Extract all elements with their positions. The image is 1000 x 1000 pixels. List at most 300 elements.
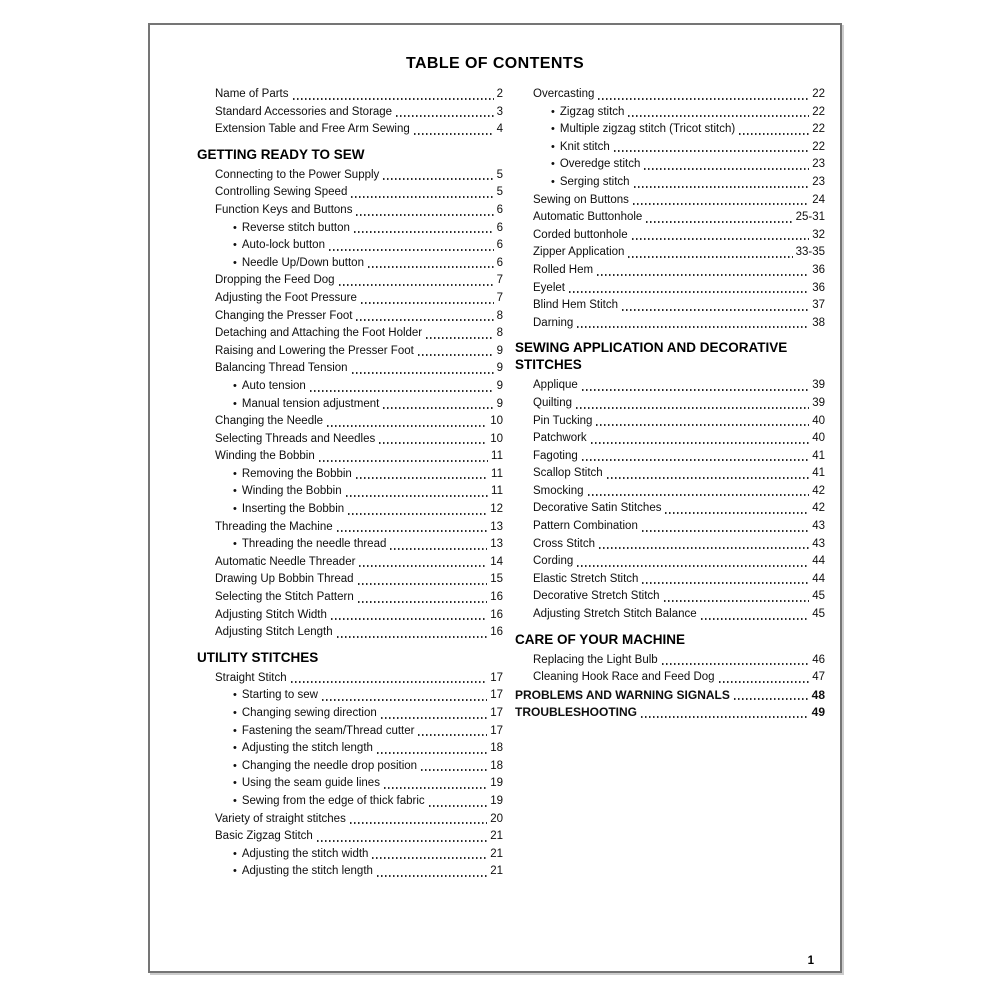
toc-entry-label: Detaching and Attaching the Foot Holder — [215, 327, 423, 340]
dot-leader — [361, 302, 494, 304]
toc-entry-page-number: 23 — [812, 175, 825, 188]
toc-entry-page-number: 23 — [812, 158, 825, 171]
dot-leader — [599, 547, 809, 549]
dot-leader — [379, 442, 487, 444]
toc-entry-page-number: 42 — [812, 484, 825, 497]
dot-leader — [346, 495, 488, 497]
toc-entry-page-number: 49 — [811, 705, 825, 720]
toc-entry — [515, 413, 825, 431]
toc-entry-label: Quilting — [533, 396, 572, 409]
toc-entry-page-number: 40 — [812, 432, 825, 445]
toc-entry-page-number: 6 — [496, 203, 503, 216]
toc-entry — [197, 360, 503, 378]
toc-section-heading: SEWING APPLICATION AND DECORATIVE STITCHES — [515, 340, 788, 373]
toc-entry-label: • Changing sewing direction — [233, 707, 377, 719]
toc-entry — [197, 607, 503, 625]
bullet-icon: • — [233, 256, 237, 269]
toc-entry — [197, 343, 503, 361]
toc-entry-label: Balancing Thread Tension — [215, 362, 348, 375]
dot-leader — [591, 442, 810, 444]
dot-leader — [359, 565, 487, 567]
toc-entry-label: • Threading the needle thread — [233, 538, 387, 551]
bullet-icon: • — [233, 777, 237, 790]
dot-leader — [734, 698, 809, 700]
dot-leader — [377, 752, 487, 754]
toc-entry-page-number: 17 — [490, 671, 503, 684]
toc-entry-page-number: 21 — [490, 847, 503, 860]
bullet-icon: • — [551, 105, 555, 118]
dot-leader — [337, 530, 488, 532]
toc-entry-label: • Inserting the Bobbin — [233, 503, 345, 516]
toc-entry — [515, 156, 825, 174]
toc-entry-label: Winding the Bobbin — [215, 450, 315, 463]
toc-entry-label: Eyelet — [533, 281, 565, 294]
toc-entry — [515, 704, 825, 722]
toc-entry — [515, 571, 825, 589]
toc-entry — [197, 290, 503, 308]
bullet-icon: • — [233, 689, 237, 702]
toc-entry-label: • Auto-lock button — [233, 239, 325, 252]
toc-entry-page-number: 33-35 — [795, 246, 825, 259]
toc-entry-label: Decorative Stretch Stitch — [533, 590, 660, 603]
toc-entry-label: • Auto tension — [233, 379, 306, 392]
bullet-icon: • — [551, 140, 555, 153]
toc-entry-page-number: 42 — [812, 502, 825, 515]
toc-entry-label: Rolled Hem — [533, 263, 594, 276]
footer-page-number: 1 — [807, 955, 814, 967]
bullet-icon: • — [233, 538, 237, 551]
toc-entry-page-number: 19 — [490, 777, 503, 790]
toc-entry-label: PROBLEMS AND WARNING SIGNALS — [515, 687, 730, 702]
dot-leader — [421, 769, 487, 771]
toc-entry-label: Extension Table and Free Arm Sewing — [215, 123, 410, 136]
dot-leader — [633, 203, 809, 205]
toc-entry-label: Cross Stitch — [533, 537, 595, 550]
toc-entry — [197, 220, 503, 238]
toc-entry-label: Overcasting — [533, 88, 595, 100]
bullet-icon: • — [233, 485, 237, 498]
toc-entry-label: Fagoting — [533, 449, 578, 462]
toc-entry-label: • Winding the Bobbin — [233, 485, 342, 498]
toc-entry-label: Drawing Up Bobbin Thread — [215, 573, 354, 586]
dot-leader — [719, 681, 810, 683]
toc-entry — [197, 589, 503, 607]
toc-entry — [515, 209, 825, 227]
toc-entry-page-number: 44 — [812, 555, 825, 568]
toc-entry-label: Sewing on Buttons — [533, 193, 629, 206]
dot-leader — [390, 548, 487, 550]
toc-entry-page-number: 43 — [812, 537, 825, 550]
toc-entry-page-number: 48 — [811, 687, 825, 702]
toc-entry-page-number: 13 — [490, 538, 503, 551]
toc-entry-page-number: 8 — [496, 327, 503, 340]
toc-entry-label: • Using the seam guide lines — [233, 777, 380, 790]
dot-leader — [614, 150, 809, 152]
toc-entry-page-number: 7 — [496, 291, 503, 304]
toc-entry — [515, 536, 825, 554]
toc-entry-page-number: 45 — [812, 590, 825, 603]
dot-leader — [414, 133, 494, 135]
toc-entry-page-number: 15 — [490, 573, 503, 586]
toc-entry-label: Adjusting Stitch Length — [215, 626, 333, 639]
dot-leader — [577, 565, 809, 567]
dot-leader — [358, 583, 488, 585]
toc-entry-label: Dropping the Feed Dog — [215, 274, 335, 287]
toc-entry-page-number: 10 — [490, 432, 503, 445]
toc-entry-page-number: 44 — [812, 572, 825, 585]
dot-leader — [418, 734, 487, 736]
toc-entry-label: Scallop Stitch — [533, 467, 603, 480]
bullet-icon: • — [233, 759, 237, 772]
toc-entry-page-number: 43 — [812, 520, 825, 533]
toc-entry-page-number: 36 — [812, 263, 825, 276]
toc-entry — [197, 758, 503, 776]
toc-entry — [197, 104, 503, 122]
toc-entry — [197, 723, 503, 741]
toc-entry — [515, 430, 825, 448]
toc-section-heading: CARE OF YOUR MACHINE — [515, 631, 686, 647]
toc-entry-page-number: 7 — [496, 274, 503, 287]
dot-leader — [646, 221, 792, 223]
toc-entry — [197, 740, 503, 758]
toc-entry-page-number: 41 — [812, 467, 825, 480]
toc-entry — [515, 395, 825, 413]
toc-entry-page-number: 38 — [812, 316, 825, 329]
dot-leader — [418, 354, 494, 356]
toc-entry-label: Adjusting Stretch Stitch Balance — [533, 608, 697, 621]
toc-entry-label: Raising and Lowering the Presser Foot — [215, 344, 414, 357]
toc-entry — [197, 705, 503, 723]
toc-entry-label: • Overedge stitch — [551, 158, 641, 171]
toc-entry-page-number: 40 — [812, 414, 825, 427]
toc-entry-label: Basic Zigzag Stitch — [215, 830, 313, 843]
toc-entry — [197, 571, 503, 589]
toc-entry-page-number: 11 — [491, 467, 503, 480]
toc-entry-page-number: 20 — [490, 812, 503, 825]
toc-entry — [197, 519, 503, 537]
dot-leader — [293, 98, 494, 100]
dot-leader — [329, 249, 494, 251]
bullet-icon: • — [233, 239, 237, 252]
toc-entry — [515, 500, 825, 518]
toc-entry-page-number: 17 — [490, 689, 503, 702]
toc-entry — [197, 536, 503, 554]
toc-entry — [515, 377, 825, 395]
dot-leader — [739, 133, 809, 135]
toc-entry — [515, 86, 825, 104]
toc-entry — [197, 272, 503, 290]
dot-leader — [358, 601, 487, 603]
bullet-icon: • — [233, 467, 237, 480]
toc-entry-page-number: 14 — [490, 555, 503, 568]
toc-entry-label: • Changing the needle drop position — [233, 759, 418, 772]
toc-entry — [515, 518, 825, 536]
dot-leader — [596, 424, 809, 426]
toc-entry-label: Decorative Satin Stitches — [533, 502, 662, 515]
dot-leader — [588, 494, 810, 496]
toc-entry — [197, 554, 503, 572]
bullet-icon: • — [233, 794, 237, 807]
toc-entry-page-number: 16 — [490, 626, 503, 639]
dot-leader — [665, 512, 809, 514]
dot-leader — [317, 840, 487, 842]
bullet-icon: • — [551, 123, 555, 136]
toc-entry-page-number: 8 — [496, 309, 503, 322]
toc-entry-label: Selecting Threads and Needles — [215, 432, 376, 445]
toc-entry-page-number: 3 — [496, 105, 503, 118]
dot-leader — [622, 309, 809, 311]
toc-entry-label: • Knit stitch — [551, 140, 610, 153]
toc-entry-label: Changing the Presser Foot — [215, 309, 353, 322]
toc-entry-page-number: 18 — [490, 742, 503, 755]
toc-entry-page-number: 21 — [490, 865, 503, 878]
toc-entry-page-number: 22 — [812, 88, 825, 100]
toc-entry-page-number: 41 — [812, 449, 825, 462]
toc-entry-label: Function Keys and Buttons — [215, 203, 353, 216]
dot-leader — [597, 274, 809, 276]
bullet-icon: • — [233, 847, 237, 860]
toc-entry — [197, 624, 503, 642]
dot-leader — [426, 337, 493, 339]
page-title: TABLE OF CONTENTS — [405, 55, 585, 72]
toc-entry-page-number: 11 — [491, 485, 503, 498]
dot-leader — [319, 460, 488, 462]
toc-entry — [515, 192, 825, 210]
toc-entry-page-number: 47 — [812, 671, 825, 684]
dot-leader — [337, 636, 488, 638]
toc-entry — [515, 139, 825, 157]
toc-entry-page-number: 39 — [812, 396, 825, 409]
toc-entry-page-number: 32 — [812, 228, 825, 241]
dot-leader — [582, 459, 809, 461]
toc-entry-page-number: 17 — [490, 707, 503, 719]
toc-entry — [197, 308, 503, 326]
bullet-icon: • — [233, 724, 237, 737]
dot-leader — [569, 291, 809, 293]
dot-leader — [664, 600, 810, 602]
toc-entry-label: Cleaning Hook Race and Feed Dog — [533, 671, 715, 684]
dot-leader — [701, 618, 810, 620]
toc-entry-label: Darning — [533, 316, 574, 329]
toc-entry-label: Automatic Buttonhole — [533, 211, 643, 224]
toc-entry-page-number: 22 — [812, 105, 825, 118]
toc-entry — [515, 280, 825, 298]
toc-entry-page-number: 5 — [496, 168, 503, 181]
toc-entry — [197, 413, 503, 431]
toc-entry-page-number: 21 — [490, 830, 503, 843]
dot-leader — [331, 618, 487, 620]
dot-leader — [582, 389, 809, 391]
toc-entry-page-number: 6 — [496, 221, 503, 234]
toc-entry — [515, 669, 825, 687]
dot-leader — [383, 178, 493, 180]
toc-entry-label: Variety of straight stitches — [215, 812, 346, 825]
toc-entry-page-number: 16 — [490, 608, 503, 621]
toc-entry-label: Pin Tucking — [533, 414, 593, 427]
dot-leader — [384, 787, 487, 789]
toc-entry-label: • Adjusting the stitch width — [233, 847, 369, 860]
toc-column-left — [197, 86, 503, 881]
dot-leader — [396, 115, 494, 117]
toc-entry-page-number: 39 — [812, 379, 825, 392]
dot-leader — [354, 231, 494, 233]
dot-leader — [381, 717, 487, 719]
manual-page — [148, 23, 842, 973]
dot-leader — [377, 875, 487, 877]
toc-entry-label: Adjusting the Foot Pressure — [215, 291, 357, 304]
toc-entry-page-number: 46 — [812, 653, 825, 666]
toc-entry-label: Cording — [533, 555, 574, 568]
toc-entry-label: • Adjusting the stitch length — [233, 865, 373, 878]
toc-entry-label: Corded buttonhole — [533, 228, 628, 241]
toc-column-right — [515, 86, 825, 881]
toc-entry — [197, 466, 503, 484]
toc-entry-page-number: 36 — [812, 281, 825, 294]
toc-entry-label: • Needle Up/Down button — [233, 256, 364, 269]
toc-entry — [515, 315, 825, 333]
toc-entry-label: Standard Accessories and Storage — [215, 105, 393, 118]
toc-columns — [150, 73, 840, 881]
toc-entry — [197, 501, 503, 519]
toc-entry — [197, 202, 503, 220]
dot-leader — [628, 115, 809, 117]
toc-entry-page-number: 24 — [812, 193, 825, 206]
toc-entry-page-number: 12 — [490, 503, 503, 516]
toc-entry — [515, 174, 825, 192]
bullet-icon: • — [551, 158, 555, 171]
toc-entry-page-number: 9 — [496, 397, 503, 410]
toc-entry-page-number: 37 — [812, 299, 825, 312]
toc-entry — [515, 465, 825, 483]
toc-entry-page-number: 9 — [496, 362, 503, 375]
toc-entry — [515, 104, 825, 122]
dot-leader — [368, 266, 494, 268]
toc-entry-page-number: 11 — [491, 450, 503, 463]
toc-entry — [197, 775, 503, 793]
toc-entry-label: • Zigzag stitch — [551, 105, 625, 118]
toc-entry-page-number: 6 — [496, 256, 503, 269]
toc-section-heading: GETTING READY TO SEW — [197, 146, 365, 162]
dot-leader — [348, 513, 487, 515]
toc-entry-label: • Starting to sew — [233, 689, 318, 702]
toc-entry-label: Selecting the Stitch Pattern — [215, 591, 354, 604]
toc-entry-label: Blind Hem Stitch — [533, 299, 619, 312]
toc-entry-page-number: 9 — [496, 344, 503, 357]
dot-leader — [429, 805, 488, 807]
toc-entry — [197, 121, 503, 139]
dot-leader — [350, 822, 487, 824]
dot-leader — [644, 168, 809, 170]
toc-entry-label: • Serging stitch — [551, 175, 630, 188]
dot-leader — [662, 663, 810, 665]
toc-entry-page-number: 2 — [496, 88, 503, 100]
bullet-icon: • — [551, 175, 555, 188]
toc-entry-label: Connecting to the Power Supply — [215, 168, 380, 181]
bullet-icon: • — [233, 865, 237, 878]
toc-entry — [515, 588, 825, 606]
toc-entry-page-number: 5 — [496, 186, 503, 199]
toc-entry — [515, 448, 825, 466]
toc-entry — [197, 863, 503, 881]
toc-entry — [515, 227, 825, 245]
toc-entry-page-number: 13 — [490, 520, 503, 533]
toc-entry — [515, 606, 825, 624]
toc-entry — [197, 846, 503, 864]
toc-entry — [197, 255, 503, 273]
toc-entry-label: Elastic Stretch Stitch — [533, 572, 639, 585]
dot-leader — [598, 98, 809, 100]
toc-entry-label: Name of Parts — [215, 88, 289, 100]
toc-entry — [197, 237, 503, 255]
toc-entry-page-number: 25-31 — [795, 211, 825, 224]
toc-entry-label: • Adjusting the stitch length — [233, 742, 373, 755]
dot-leader — [642, 530, 809, 532]
toc-section-heading: UTILITY STITCHES — [197, 649, 319, 665]
toc-entry — [515, 262, 825, 280]
bullet-icon: • — [233, 397, 237, 410]
toc-entry-label: Straight Stitch — [215, 671, 287, 684]
toc-entry — [515, 687, 825, 705]
toc-entry — [197, 687, 503, 705]
toc-entry — [197, 670, 503, 688]
dot-leader — [327, 425, 487, 427]
toc-entry — [197, 325, 503, 343]
toc-entry — [515, 297, 825, 315]
dot-leader — [642, 582, 809, 584]
toc-entry-label: Automatic Needle Threader — [215, 555, 356, 568]
toc-entry — [515, 553, 825, 571]
toc-entry-label: • Sewing from the edge of thick fabric — [233, 794, 425, 807]
toc-entry-page-number: 4 — [496, 123, 503, 136]
dot-leader — [356, 477, 488, 479]
toc-entry-page-number: 22 — [812, 123, 825, 136]
toc-entry-page-number: 18 — [490, 759, 503, 772]
toc-entry — [197, 793, 503, 811]
toc-entry — [197, 184, 503, 202]
toc-entry-label: Adjusting Stitch Width — [215, 608, 327, 621]
toc-entry-page-number: 19 — [490, 794, 503, 807]
dot-leader — [641, 716, 809, 718]
toc-entry — [515, 244, 825, 262]
bullet-icon: • — [233, 742, 237, 755]
toc-entry — [197, 483, 503, 501]
dot-leader — [607, 477, 810, 479]
dot-leader — [383, 407, 493, 409]
bullet-icon: • — [233, 707, 237, 719]
dot-leader — [356, 319, 493, 321]
toc-entry-page-number: 45 — [812, 608, 825, 621]
toc-entry — [197, 378, 503, 396]
toc-entry — [515, 483, 825, 501]
toc-entry — [197, 167, 503, 185]
toc-entry-label: Patchwork — [533, 432, 587, 445]
dot-leader — [634, 186, 810, 188]
toc-entry-page-number: 6 — [496, 239, 503, 252]
toc-entry — [515, 121, 825, 139]
dot-leader — [372, 857, 487, 859]
toc-entry-page-number: 9 — [496, 379, 503, 392]
dot-leader — [339, 284, 494, 286]
dot-leader — [291, 681, 488, 683]
toc-entry-label: Smocking — [533, 484, 584, 497]
toc-entry — [197, 828, 503, 846]
dot-leader — [632, 238, 810, 240]
bullet-icon: • — [233, 379, 237, 392]
toc-entry-label: Threading the Machine — [215, 520, 333, 533]
toc-entry — [197, 448, 503, 466]
toc-entry — [197, 396, 503, 414]
dot-leader — [322, 699, 487, 701]
